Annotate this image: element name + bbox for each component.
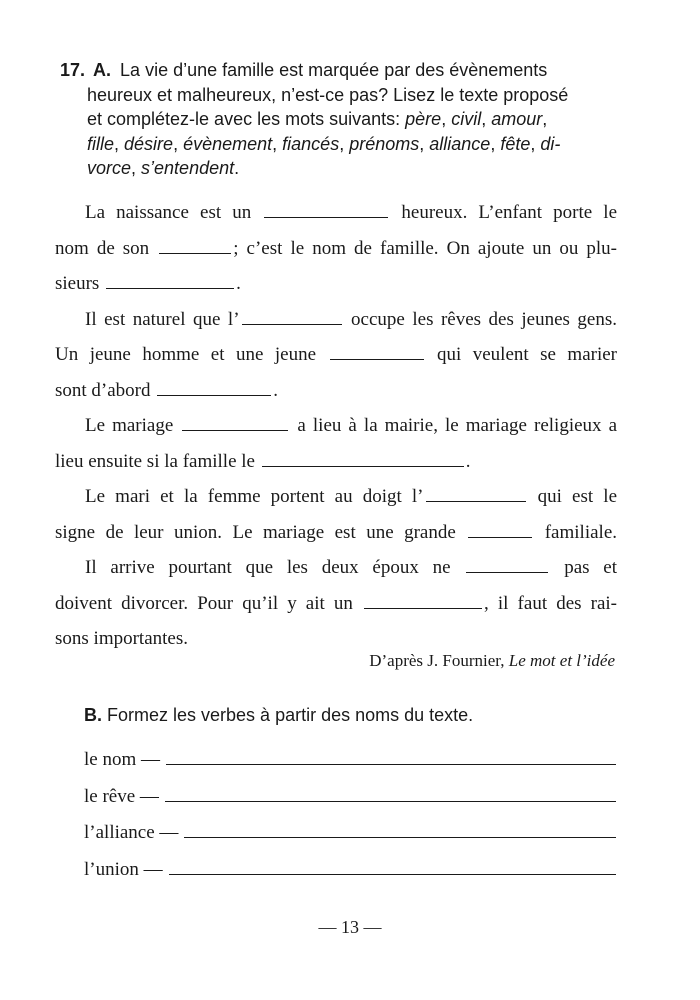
text-line: La naissance est un heureux. L’enfant porte le bbox=[85, 202, 618, 223]
text-line: sieurs . bbox=[55, 273, 241, 294]
part-b-instruction bbox=[84, 705, 473, 726]
text-line: nom de son ; c’est le nom de famille. On ajoute un ou plu- bbox=[55, 237, 617, 259]
blank-field[interactable] bbox=[262, 465, 464, 467]
word-divorce-part2: vorce bbox=[87, 158, 132, 178]
blank-field[interactable] bbox=[468, 536, 532, 538]
list-item: l’alliance — bbox=[84, 815, 616, 852]
page-number: — 13 — bbox=[318, 917, 382, 937]
word-pere: père bbox=[405, 109, 442, 129]
source-author: D’après J. Fournier, bbox=[369, 651, 505, 670]
blank-field[interactable] bbox=[242, 323, 342, 325]
blank-field[interactable] bbox=[426, 500, 526, 502]
blank-field[interactable] bbox=[157, 394, 271, 396]
word-sentendent: s’entendent bbox=[141, 158, 235, 178]
blank-field[interactable] bbox=[106, 287, 234, 289]
blank-field[interactable] bbox=[364, 607, 482, 609]
word-fete: fête bbox=[500, 133, 531, 154]
text-line: Il arrive pourtant que les deux époux ne pas et bbox=[85, 557, 618, 578]
answer-line[interactable] bbox=[184, 836, 616, 838]
source-title: Le mot et l’idée bbox=[508, 651, 615, 670]
word-fille: fille bbox=[87, 133, 115, 154]
part-b-text: Formez les verbes à partir des noms du texte. bbox=[107, 705, 474, 725]
word-prenoms: prénoms bbox=[349, 133, 420, 154]
verb-formation-list bbox=[84, 742, 616, 888]
text-line: Un jeune homme et une jeune qui veulent se marier bbox=[55, 344, 618, 365]
list-item: l’union — bbox=[84, 852, 616, 889]
blank-field[interactable] bbox=[466, 571, 548, 573]
list-item: le nom — bbox=[84, 742, 616, 779]
word-divorce-part1: di- bbox=[540, 133, 561, 154]
instruction-line: et complétez-le avec les mots suivants: bbox=[87, 109, 401, 129]
exercise-number: 17. bbox=[60, 60, 86, 80]
text-line: sons importantes. bbox=[55, 628, 188, 649]
list-item: le rêve — bbox=[84, 779, 616, 816]
source-citation bbox=[369, 651, 615, 671]
instruction-line: La vie d’une famille est marquée par des évènements bbox=[120, 60, 548, 80]
text-line: doivent divorcer. Pour qu’il y ait un , il faut des rai- bbox=[55, 592, 618, 614]
word-evenement: évènement bbox=[183, 133, 273, 154]
word-desire: désire bbox=[124, 133, 174, 154]
answer-line[interactable] bbox=[165, 800, 616, 802]
blank-field[interactable] bbox=[159, 252, 231, 254]
answer-line[interactable] bbox=[169, 873, 616, 875]
text-line: signe de leur union. Le mariage est une grande familiale. bbox=[55, 521, 618, 543]
text-line: lieu ensuite si la famille le . bbox=[55, 450, 471, 472]
blank-field[interactable] bbox=[182, 429, 288, 431]
word-alliance: alliance bbox=[429, 133, 491, 154]
word-fiances: fiancés bbox=[282, 133, 340, 154]
exercise-instruction: 17. A. La vie d’une famille est marquée par des évènements heureux et malheureux, n’est-ce pas? Lisez le texte proposé et complétez-le avec les mots suivants: père, civil, amour, fille, désire, évènement, fiancés, prénoms, alliance, fête, di- vorce, s’entendent. bbox=[60, 60, 569, 178]
instruction-line: heureux et malheureux, n’est-ce pas? Lisez le texte proposé bbox=[87, 84, 569, 105]
part-a-label: A. bbox=[93, 60, 112, 80]
text-line: sont d’abord . bbox=[55, 379, 279, 401]
part-b-label: B. bbox=[84, 705, 102, 725]
text-line: Le mariage a lieu à la mairie, le mariage religieux a bbox=[85, 415, 618, 436]
fill-in-text bbox=[55, 195, 617, 657]
answer-line[interactable] bbox=[166, 763, 616, 765]
word-civil: civil bbox=[451, 109, 482, 129]
word-amour: amour bbox=[491, 109, 543, 129]
blank-field[interactable] bbox=[264, 216, 388, 218]
text-line: Il est naturel que l’ occupe les rêves des jeunes gens. bbox=[85, 308, 618, 330]
blank-field[interactable] bbox=[330, 358, 424, 360]
text-line: Le mari et la femme portent au doigt l’ qui est le bbox=[85, 486, 617, 507]
